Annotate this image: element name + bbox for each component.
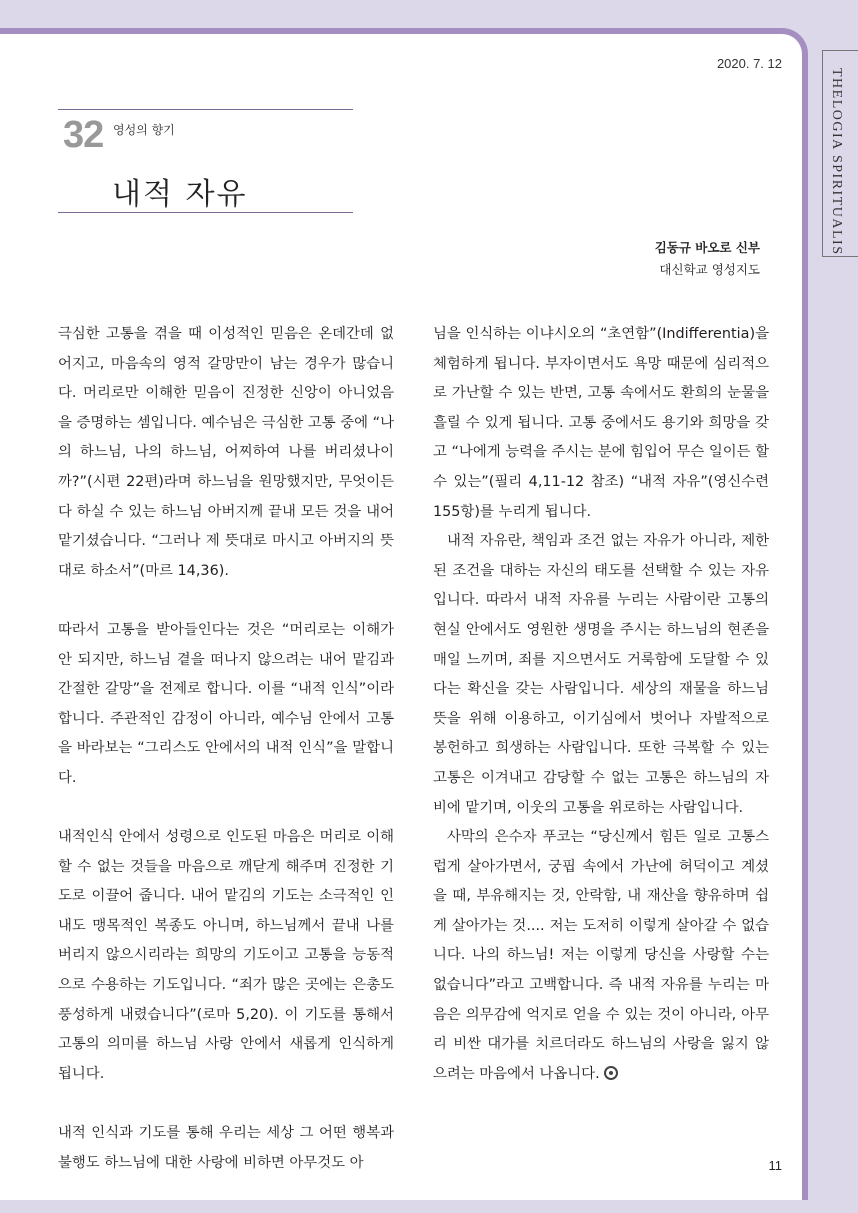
- paragraph: 극심한 고통을 겪을 때 이성적인 믿음은 온데간데 없어지고, 마음속의 영적 갈망만이 남는 경우가 많습니다. 머리로만 이해한 믿음이 진정한 신앙이 아니었음을 증명하는 셈입니다. 예수님은 극심한 고통 중에 “나의 하느님, 나의 하느님, 어찌하여 나를 버리셨나이까?”(시편 22편)라며 하느님을 원망했지만, 무엇이든 다 하실 수 있는 하느님 아버지께 끝내 모든 것을 내어 맡기셨습니다. “그러나 제 뜻대로 마시고 아버지의 뜻대로 하소서”(마르 14,36).: [58, 326, 394, 579]
- circle-ornament-icon: [604, 1066, 618, 1080]
- column-number: 32: [63, 114, 104, 156]
- author-name: 김동규 바오로 신부: [654, 240, 760, 255]
- paragraph: 님을 인식하는 이냐시오의 “초연함”(Indifferentia)을 체험하게 됩니다. 부자이면서도 욕망 때문에 심리적으로 가난할 수 있는 반면, 고통 속에서도 환희의 눈물을 흘릴 수 있게 됩니다. 고통 중에서도 용기와 희망을 갖고 “나에게 능력을 주시는 분에 힘입어 무슨 일이든 할 수 있는”(필리 4,11-12 참조) “내적 자유”(영신수련 155항)를 누리게 됩니다.: [433, 326, 769, 520]
- page-number: 11: [768, 1158, 782, 1173]
- article-title: 내적 자유: [112, 177, 248, 212]
- side-rule-top: [822, 50, 858, 51]
- side-rule-bottom: [822, 256, 858, 257]
- paragraph: 내적인식 안에서 성령으로 인도된 마음은 머리로 이해할 수 없는 것들을 마음으로 깨닫게 해주며 진정한 기도로 이끌어 줍니다. 내어 맡김의 기도는 소극적인 인내도 맹목적인 복종도 아니며, 하느님께서 끝내 나를 버리지 않으시리라는 희망의 기도이고 고통을 능동적으로 수용하는 기도입니다. “죄가 많은 곳에는 은총도 풍성하게 내렸습니다”(로마 5,20). 이 기도를 통해서 고통의 의미를 하느님 사랑 안에서 새롭게 인식하게 됩니다.: [58, 829, 394, 1082]
- page: [0, 28, 808, 1200]
- author-block: [655, 238, 760, 278]
- author-affiliation: 대신학교 영성지도: [659, 262, 760, 277]
- series-subtitle: 영성의 향기: [113, 123, 175, 137]
- header-rule-bottom: [58, 212, 353, 213]
- journal-side-title: THELOGIA SPIRITUALIS: [829, 68, 844, 256]
- paragraph: [433, 823, 769, 1089]
- left-column: [58, 320, 394, 1178]
- right-column: [433, 320, 769, 1089]
- paragraph-text: 사막의 은수자 푸코는 “당신께서 힘든 일로 고통스럽게 살아가면서, 궁핍 속에서 가난에 허덕이고 계셨을 때, 부유해지는 것, 안락함, 내 재산을 향유하며 쉽게 살아가는 것.... 저는 도저히 이렇게 살아갈 수 없습니다. 나의 하느님! 저는 이렇게 당신을 사랑할 수는 없습니다”라고 고백합니다. 즉 내적 자유를 누리는 마음은 의무감에 억지로 얻을 수 있는 것이 아니라, 아무리 비싼 대가를 치르더라도 하느님의 사랑을 잃지 않으려는 마음에서 나옵니다.: [433, 829, 769, 1082]
- paragraph: 내적 인식과 기도를 통해 우리는 세상 그 어떤 행복과 불행도 하느님에 대한 사랑에 비하면 아무것도 아: [58, 1125, 394, 1171]
- issue-date: 2020. 7. 12: [716, 56, 782, 71]
- paragraph: 따라서 고통을 받아들인다는 것은 “머리로는 이해가 안 되지만, 하느님 곁을 떠나지 않으려는 내어 맡김과 간절한 갈망”을 전제로 합니다. 이를 “내적 인식”이라 합니다. 주관적인 감정이 아니라, 예수님 안에서 고통을 바라보는 “그리스도 안에서의 내적 인식”을 말합니다.: [58, 621, 394, 786]
- header-rule-top: [58, 109, 353, 110]
- paragraph: 내적 자유란, 책임과 조건 없는 자유가 아니라, 제한된 조건을 대하는 자신의 태도를 선택할 수 있는 자유입니다. 따라서 내적 자유를 누리는 사람이란 고통의 현실 안에서도 영원한 생명을 주시는 하느님의 현존을 매일 느끼며, 죄를 지으면서도 거룩함에 도달할 수 있다는 확신을 갖는 사람입니다. 세상의 재물을 하느님 뜻을 위해 이용하고, 이기심에서 벗어나 자발적으로 봉헌하고 희생하는 사람입니다. 또한 극복할 수 있는 고통은 이겨내고 감당할 수 없는 고통은 하느님의 자비에 맡기며, 이웃의 고통을 위로하는 사람입니다.: [433, 533, 769, 816]
